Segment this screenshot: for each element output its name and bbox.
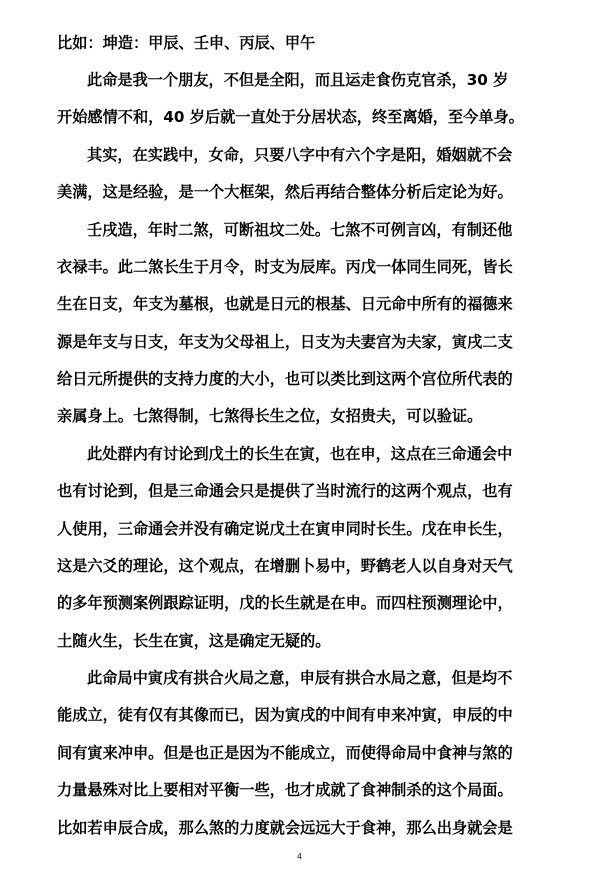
page-number: 4 [297, 852, 302, 861]
text-line: 比如若申辰合成，那么煞的力度就会远远大于食神，那么出身就会是 [57, 819, 513, 837]
text-line: 也有讨论到，但是三命通会只是提供了当时流行的这两个观点，也有 [57, 482, 513, 500]
text-line: 开始感情不和，40 岁后就一直处于分居状态，终至离婚，至今单身。 [57, 108, 524, 126]
text-line: 壬戌造，年时二煞，可断祖坟二处。七煞不可例言凶，有制还他 [87, 221, 513, 239]
text-line: 其实，在实践中，女命，只要八字中有六个字是阳，婚姻就不会 [87, 146, 513, 164]
text-line: 亲属身上。七煞得制，七煞得长生之位，女招贵夫，可以验证。 [57, 407, 483, 425]
text-line: 的多年预测案例跟踪证明，戊的长生就是在申。而四柱预测理论中， [57, 594, 513, 612]
text-line: 生在日支，年支为墓根，也就是日元的根基、日元命中所有的福德来 [57, 295, 513, 313]
text-line: 能成立，徒有仅有其像而已，因为寅戌的中间有申来冲寅，申辰的中 [57, 706, 513, 724]
text-line: 此命局中寅戌有拱合火局之意，申辰有拱合水局之意，但是均不 [87, 669, 513, 687]
text-line: 这是六爻的理论，这个观点，在增删卜易中，野鹤老人以自身对天气 [57, 557, 513, 575]
text-line: 源是年支与日支，年支为父母祖上，日支为夫妻宫为夫家，寅戌二支 [57, 333, 513, 351]
text-line: 比如：坤造：甲辰、壬申、丙辰、甲午 [57, 34, 316, 52]
text-line: 力量悬殊对比上要相对平衡一些，也才成就了食神制杀的这个局面。 [57, 781, 513, 799]
text-line: 给日元所提供的支持力度的大小，也可以类比到这两个宫位所代表的 [57, 370, 513, 388]
text-line: 此命是我一个朋友，不但是全阳，而且运走食伤克官杀，30 岁 [87, 71, 509, 89]
text-line: 土随火生，长生在寅，这是确定无疑的。 [57, 632, 331, 650]
text-line: 衣禄丰。此二煞长生于月令，时支为辰库。丙戊一体同生同死，皆长 [57, 258, 513, 276]
text-line: 此处群内有讨论到戊土的长生在寅，也在申，这点在三命通会中 [87, 445, 513, 463]
text-line: 间有寅来冲申。但是也正是因为不能成立，而使得命局中食神与煞的 [57, 744, 513, 762]
text-line: 美满，这是经验，是一个大框架，然后再结合整体分析后定论为好。 [57, 183, 513, 201]
text-line: 人使用，三命通会并没有确定说戊土在寅申同时长生。戊在申长生， [57, 520, 513, 538]
